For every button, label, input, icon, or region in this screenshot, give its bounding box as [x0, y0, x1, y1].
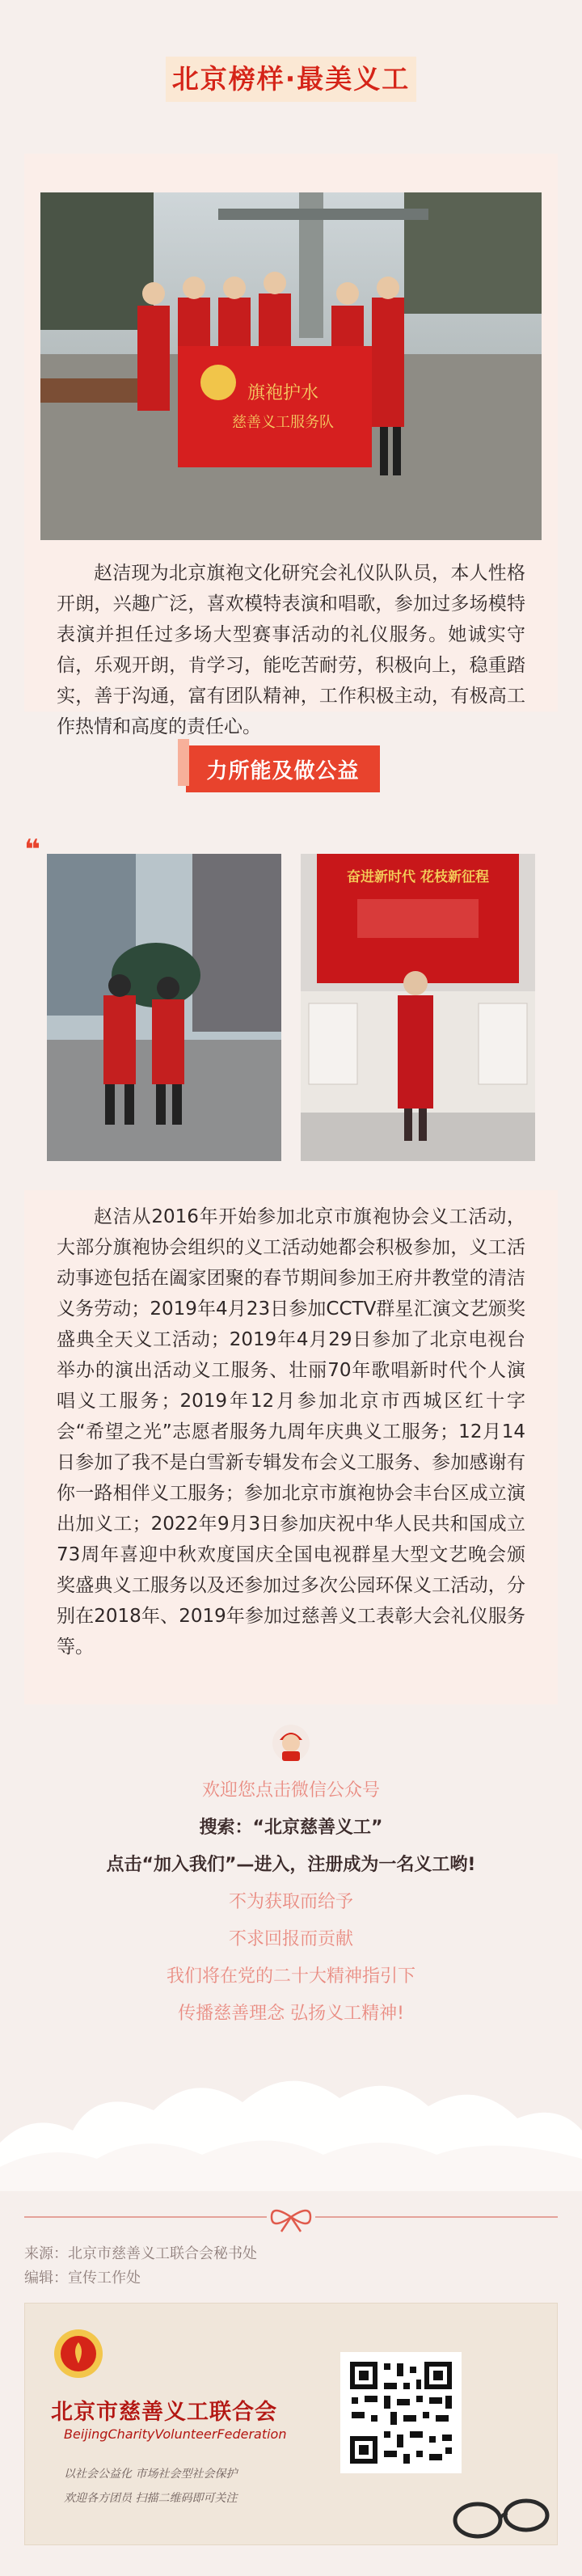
cta-line-2: 搜索：“北京慈善义工”	[199, 1818, 383, 1838]
cta-line-6: 我们将在党的二十大精神指引下	[166, 1966, 415, 1987]
title-wrap	[0, 57, 582, 102]
glasses-icon	[445, 2488, 550, 2544]
clouds-decoration	[0, 2054, 582, 2191]
page-title: 北京榜样·最美义工	[166, 57, 417, 102]
quote-icon: ❝	[24, 834, 40, 866]
intro-paragraph: 赵洁现为北京旗袍文化研究会礼仪队队员，本人性格开朗，兴趣广泛，喜欢模特表演和唱歌，参加过多场模特表演并担任过多场大型赛事活动的礼仪服务。她诚实守信，乐观开朗，肯学习，能吃苦耐劳，积极向上，稳重踏实，善于沟通，富有团队精神，工作积极主动，有极高工作热情和高度的责任心。	[57, 563, 525, 737]
source-text: 来源：北京市慈善义工联合会秘书处	[24, 2245, 257, 2262]
footer-card	[24, 2303, 558, 2545]
group-photo-image	[40, 192, 542, 540]
org-logo-icon	[53, 2328, 104, 2380]
handwritten-line-2: 欢迎各方团员 扫描二维码即可关注	[64, 2492, 238, 2505]
detail-card	[24, 1190, 558, 1704]
detail-paragraph: 赵洁从2016年开始参加北京市旗袍协会义工活动，大部分旗袍协会组织的义工活动她都会积极参加，义工活动事迹包括在阖家团聚的春节期间参加王府井教堂的清洁义务劳动；2019年4月23日参加CCTV群星汇演文艺颁奖盛典全天义工活动；2019年4月29日参加了北京电视台举办的演出活动义工服务、壮丽70年歌唱新时代个人演唱义工服务；2019年12月参加北京市西城区红十字会“希望之光”志愿者服务九周年庆典义工服务；12月14日参加了我不是白雪新专辑发布会义工服务、参加感谢有你一路相伴义工服务；参加北京市旗袍协会丰台区成立演出加义工；2022年9月3日参加庆祝中华人民共和国成立73周年喜迎中秋欢度国庆全国电视群星大型文艺晚会颁奖盛典义工服务以及还参加过多次公园环保义工活动，分别在2018年、2019年参加过慈善义工表彰大会礼仪服务等。	[57, 1206, 525, 1658]
volunteer-avatar-icon	[272, 1724, 310, 1763]
cta-line-4: 不为获取而给予	[228, 1892, 353, 1912]
street-photo-image	[47, 854, 281, 1161]
stage-photo	[301, 854, 535, 1161]
volunteer-avatar	[272, 1724, 310, 1763]
qr-code-image	[347, 2359, 455, 2467]
street-photo	[47, 854, 281, 1161]
handwritten-line-1: 以社会公益化 市场社会型社会保护	[64, 2468, 238, 2481]
org-en-name: BeijingCharityVolunteerFederation	[64, 2426, 287, 2442]
banner-text: 旗袍护水	[247, 383, 319, 403]
cta-line-1: 欢迎您点击微信公众号	[201, 1780, 380, 1801]
cta-line-7: 传播慈善理念 弘扬义工精神!	[178, 2004, 404, 2024]
stage-photo-image	[301, 854, 535, 1161]
cta-line-5: 不求回报而贡献	[228, 1929, 353, 1949]
editor-text: 编辑：宣传工作处	[24, 2270, 141, 2287]
cta-line-3: 点击“加入我们”—进入，注册成为一名义工哟!	[106, 1855, 476, 1875]
intro-card	[24, 154, 558, 737]
bow-divider	[24, 2201, 558, 2233]
group-photo	[40, 192, 542, 540]
qr-code[interactable]	[340, 2352, 462, 2473]
section-badge: 力所能及做公益	[186, 745, 380, 792]
stage-sign: 奋进新时代 花枝新征程	[347, 869, 489, 885]
banner-text-2: 慈善义工服务队	[232, 414, 334, 431]
org-name: 北京市慈善义工联合会	[51, 2400, 277, 2425]
